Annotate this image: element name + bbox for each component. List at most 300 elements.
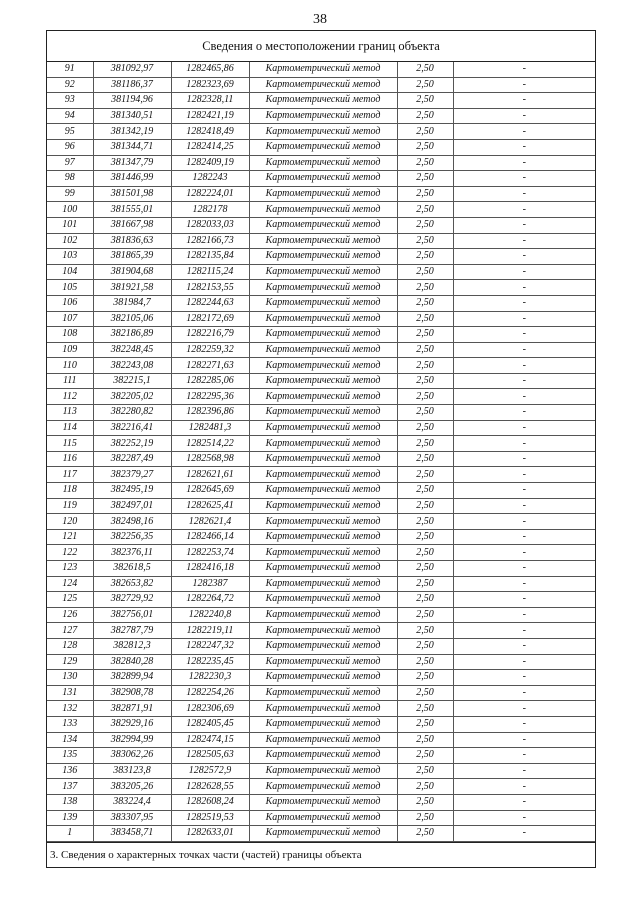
cell-point-number: 102 bbox=[47, 233, 93, 249]
cell-point-number: 110 bbox=[47, 358, 93, 374]
cell-precision: 2,50 bbox=[397, 826, 453, 842]
cell-method: Картометрический метод bbox=[249, 529, 397, 545]
cell-point-number: 126 bbox=[47, 607, 93, 623]
cell-coord-x: 382756,01 bbox=[93, 607, 171, 623]
cell-coord-y: 1282153,55 bbox=[171, 280, 249, 296]
cell-description: - bbox=[453, 405, 595, 421]
cell-method: Картометрический метод bbox=[249, 483, 397, 499]
table-row bbox=[47, 171, 595, 187]
cell-coord-y: 1282230,3 bbox=[171, 670, 249, 686]
cell-coord-x: 381921,58 bbox=[93, 280, 171, 296]
cell-coord-y: 1282240,8 bbox=[171, 607, 249, 623]
cell-point-number: 114 bbox=[47, 420, 93, 436]
cell-description: - bbox=[453, 638, 595, 654]
cell-coord-y: 1282259,32 bbox=[171, 342, 249, 358]
cell-point-number: 107 bbox=[47, 311, 93, 327]
cell-point-number: 116 bbox=[47, 451, 93, 467]
cell-coord-y: 1282172,69 bbox=[171, 311, 249, 327]
cell-precision: 2,50 bbox=[397, 763, 453, 779]
cell-description: - bbox=[453, 202, 595, 218]
cell-description: - bbox=[453, 249, 595, 265]
cell-coord-x: 381342,19 bbox=[93, 124, 171, 140]
cell-method: Картометрический метод bbox=[249, 794, 397, 810]
cell-point-number: 106 bbox=[47, 295, 93, 311]
table-row bbox=[47, 763, 595, 779]
cell-point-number: 118 bbox=[47, 483, 93, 499]
cell-coord-x: 382216,41 bbox=[93, 420, 171, 436]
cell-coord-x: 382787,79 bbox=[93, 623, 171, 639]
table-row bbox=[47, 514, 595, 530]
cell-coord-y: 1282418,49 bbox=[171, 124, 249, 140]
cell-description: - bbox=[453, 108, 595, 124]
cell-coord-x: 381340,51 bbox=[93, 108, 171, 124]
cell-description: - bbox=[453, 280, 595, 296]
cell-coord-x: 382908,78 bbox=[93, 685, 171, 701]
coordinates-table bbox=[47, 62, 595, 842]
cell-precision: 2,50 bbox=[397, 451, 453, 467]
cell-description: - bbox=[453, 732, 595, 748]
cell-point-number: 117 bbox=[47, 467, 93, 483]
cell-precision: 2,50 bbox=[397, 716, 453, 732]
cell-point-number: 127 bbox=[47, 623, 93, 639]
cell-description: - bbox=[453, 576, 595, 592]
cell-coord-y: 1282625,41 bbox=[171, 498, 249, 514]
cell-description: - bbox=[453, 545, 595, 561]
cell-method: Картометрический метод bbox=[249, 748, 397, 764]
cell-point-number: 93 bbox=[47, 93, 93, 109]
table-row bbox=[47, 217, 595, 233]
cell-description: - bbox=[453, 171, 595, 187]
cell-coord-x: 381984,7 bbox=[93, 295, 171, 311]
cell-coord-y: 1282405,45 bbox=[171, 716, 249, 732]
cell-coord-y: 1282628,55 bbox=[171, 779, 249, 795]
cell-point-number: 130 bbox=[47, 670, 93, 686]
cell-coord-x: 382729,92 bbox=[93, 592, 171, 608]
cell-coord-y: 1282421,19 bbox=[171, 108, 249, 124]
table-row bbox=[47, 654, 595, 670]
cell-precision: 2,50 bbox=[397, 529, 453, 545]
cell-precision: 2,50 bbox=[397, 93, 453, 109]
cell-precision: 2,50 bbox=[397, 389, 453, 405]
cell-method: Картометрический метод bbox=[249, 576, 397, 592]
cell-coord-x: 382205,02 bbox=[93, 389, 171, 405]
cell-method: Картометрический метод bbox=[249, 358, 397, 374]
cell-point-number: 132 bbox=[47, 701, 93, 717]
cell-method: Картометрический метод bbox=[249, 389, 397, 405]
cell-coord-x: 382287,49 bbox=[93, 451, 171, 467]
cell-method: Картометрический метод bbox=[249, 202, 397, 218]
cell-description: - bbox=[453, 373, 595, 389]
cell-point-number: 137 bbox=[47, 779, 93, 795]
cell-method: Картометрический метод bbox=[249, 763, 397, 779]
table-row bbox=[47, 451, 595, 467]
cell-coord-x: 383062,26 bbox=[93, 748, 171, 764]
table-row bbox=[47, 576, 595, 592]
cell-description: - bbox=[453, 748, 595, 764]
page-number: 38 bbox=[313, 12, 327, 27]
cell-method: Картометрический метод bbox=[249, 327, 397, 343]
cell-method: Картометрический метод bbox=[249, 171, 397, 187]
cell-coord-y: 1282481,3 bbox=[171, 420, 249, 436]
cell-method: Картометрический метод bbox=[249, 514, 397, 530]
cell-description: - bbox=[453, 514, 595, 530]
cell-coord-x: 382618,5 bbox=[93, 561, 171, 577]
cell-precision: 2,50 bbox=[397, 654, 453, 670]
cell-point-number: 97 bbox=[47, 155, 93, 171]
cell-coord-x: 381667,98 bbox=[93, 217, 171, 233]
cell-precision: 2,50 bbox=[397, 342, 453, 358]
cell-coord-y: 1282224,01 bbox=[171, 186, 249, 202]
table-row bbox=[47, 623, 595, 639]
table-row bbox=[47, 327, 595, 343]
table-row bbox=[47, 685, 595, 701]
cell-method: Картометрический метод bbox=[249, 638, 397, 654]
cell-description: - bbox=[453, 794, 595, 810]
cell-precision: 2,50 bbox=[397, 779, 453, 795]
cell-coord-x: 381865,39 bbox=[93, 249, 171, 265]
cell-coord-y: 1282474,15 bbox=[171, 732, 249, 748]
cell-method: Картометрический метод bbox=[249, 280, 397, 296]
cell-description: - bbox=[453, 467, 595, 483]
cell-precision: 2,50 bbox=[397, 561, 453, 577]
cell-method: Картометрический метод bbox=[249, 233, 397, 249]
cell-point-number: 134 bbox=[47, 732, 93, 748]
cell-coord-y: 1282216,79 bbox=[171, 327, 249, 343]
cell-precision: 2,50 bbox=[397, 280, 453, 296]
table-row bbox=[47, 607, 595, 623]
table-row bbox=[47, 810, 595, 826]
table-row bbox=[47, 295, 595, 311]
cell-description: - bbox=[453, 623, 595, 639]
cell-precision: 2,50 bbox=[397, 748, 453, 764]
cell-coord-x: 383224,4 bbox=[93, 794, 171, 810]
cell-coord-x: 382186,89 bbox=[93, 327, 171, 343]
table-row bbox=[47, 732, 595, 748]
cell-precision: 2,50 bbox=[397, 514, 453, 530]
table-row bbox=[47, 701, 595, 717]
cell-coord-x: 381186,37 bbox=[93, 77, 171, 93]
cell-method: Картометрический метод bbox=[249, 670, 397, 686]
cell-description: - bbox=[453, 436, 595, 452]
cell-coord-y: 1282285,06 bbox=[171, 373, 249, 389]
cell-coord-y: 1282166,73 bbox=[171, 233, 249, 249]
cell-coord-x: 382994,99 bbox=[93, 732, 171, 748]
cell-description: - bbox=[453, 701, 595, 717]
cell-description: - bbox=[453, 607, 595, 623]
table-row bbox=[47, 420, 595, 436]
cell-description: - bbox=[453, 139, 595, 155]
table-row bbox=[47, 467, 595, 483]
cell-description: - bbox=[453, 779, 595, 795]
cell-description: - bbox=[453, 685, 595, 701]
cell-point-number: 138 bbox=[47, 794, 93, 810]
cell-point-number: 101 bbox=[47, 217, 93, 233]
cell-method: Картометрический метод bbox=[249, 701, 397, 717]
cell-method: Картометрический метод bbox=[249, 420, 397, 436]
cell-description: - bbox=[453, 264, 595, 280]
cell-coord-y: 1282645,69 bbox=[171, 483, 249, 499]
table-row bbox=[47, 280, 595, 296]
cell-description: - bbox=[453, 561, 595, 577]
cell-coord-x: 381904,68 bbox=[93, 264, 171, 280]
cell-coord-y: 1282414,25 bbox=[171, 139, 249, 155]
cell-coord-x: 382653,82 bbox=[93, 576, 171, 592]
cell-description: - bbox=[453, 358, 595, 374]
cell-description: - bbox=[453, 529, 595, 545]
cell-point-number: 99 bbox=[47, 186, 93, 202]
table-row bbox=[47, 62, 595, 77]
cell-precision: 2,50 bbox=[397, 498, 453, 514]
cell-point-number: 120 bbox=[47, 514, 93, 530]
cell-coord-y: 1282235,45 bbox=[171, 654, 249, 670]
table-row bbox=[47, 249, 595, 265]
cell-method: Картометрический метод bbox=[249, 295, 397, 311]
cell-coord-x: 381501,98 bbox=[93, 186, 171, 202]
cell-description: - bbox=[453, 217, 595, 233]
cell-precision: 2,50 bbox=[397, 576, 453, 592]
cell-coord-y: 1282219,11 bbox=[171, 623, 249, 639]
cell-method: Картометрический метод bbox=[249, 217, 397, 233]
cell-method: Картометрический метод bbox=[249, 826, 397, 842]
cell-description: - bbox=[453, 483, 595, 499]
cell-precision: 2,50 bbox=[397, 623, 453, 639]
cell-coord-x: 382252,19 bbox=[93, 436, 171, 452]
cell-description: - bbox=[453, 763, 595, 779]
cell-point-number: 122 bbox=[47, 545, 93, 561]
table-row bbox=[47, 545, 595, 561]
cell-point-number: 105 bbox=[47, 280, 93, 296]
table-row bbox=[47, 483, 595, 499]
cell-description: - bbox=[453, 186, 595, 202]
table-row bbox=[47, 638, 595, 654]
cell-point-number: 91 bbox=[47, 62, 93, 77]
cell-method: Картометрический метод bbox=[249, 124, 397, 140]
cell-coord-x: 382256,35 bbox=[93, 529, 171, 545]
cell-coord-x: 382280,82 bbox=[93, 405, 171, 421]
cell-description: - bbox=[453, 826, 595, 842]
cell-coord-y: 1282621,4 bbox=[171, 514, 249, 530]
cell-method: Картометрический метод bbox=[249, 498, 397, 514]
cell-point-number: 119 bbox=[47, 498, 93, 514]
cell-point-number: 104 bbox=[47, 264, 93, 280]
cell-method: Картометрический метод bbox=[249, 779, 397, 795]
cell-coord-y: 1282271,63 bbox=[171, 358, 249, 374]
cell-coord-x: 382248,45 bbox=[93, 342, 171, 358]
cell-description: - bbox=[453, 592, 595, 608]
table-row bbox=[47, 202, 595, 218]
cell-method: Картометрический метод bbox=[249, 139, 397, 155]
cell-precision: 2,50 bbox=[397, 295, 453, 311]
cell-description: - bbox=[453, 233, 595, 249]
cell-precision: 2,50 bbox=[397, 638, 453, 654]
cell-method: Картометрический метод bbox=[249, 311, 397, 327]
cell-point-number: 109 bbox=[47, 342, 93, 358]
table-row bbox=[47, 155, 595, 171]
cell-coord-y: 1282306,69 bbox=[171, 701, 249, 717]
cell-method: Картометрический метод bbox=[249, 561, 397, 577]
cell-method: Картометрический метод bbox=[249, 108, 397, 124]
cell-coord-y: 1282409,19 bbox=[171, 155, 249, 171]
table-row bbox=[47, 124, 595, 140]
cell-precision: 2,50 bbox=[397, 171, 453, 187]
cell-precision: 2,50 bbox=[397, 139, 453, 155]
table-row bbox=[47, 794, 595, 810]
cell-coord-y: 1282328,11 bbox=[171, 93, 249, 109]
cell-precision: 2,50 bbox=[397, 810, 453, 826]
cell-point-number: 123 bbox=[47, 561, 93, 577]
cell-precision: 2,50 bbox=[397, 311, 453, 327]
cell-precision: 2,50 bbox=[397, 233, 453, 249]
table-row bbox=[47, 436, 595, 452]
cell-coord-x: 382215,1 bbox=[93, 373, 171, 389]
cell-precision: 2,50 bbox=[397, 264, 453, 280]
cell-point-number: 103 bbox=[47, 249, 93, 265]
cell-coord-x: 382497,01 bbox=[93, 498, 171, 514]
cell-precision: 2,50 bbox=[397, 62, 453, 77]
cell-description: - bbox=[453, 498, 595, 514]
cell-method: Картометрический метод bbox=[249, 249, 397, 265]
cell-description: - bbox=[453, 342, 595, 358]
cell-description: - bbox=[453, 670, 595, 686]
cell-method: Картометрический метод bbox=[249, 342, 397, 358]
table-row bbox=[47, 342, 595, 358]
cell-point-number: 111 bbox=[47, 373, 93, 389]
cell-coord-x: 382495,19 bbox=[93, 483, 171, 499]
cell-method: Картометрический метод bbox=[249, 373, 397, 389]
cell-method: Картометрический метод bbox=[249, 716, 397, 732]
cell-coord-y: 1282247,32 bbox=[171, 638, 249, 654]
cell-description: - bbox=[453, 93, 595, 109]
table-row bbox=[47, 716, 595, 732]
table-row bbox=[47, 826, 595, 842]
cell-description: - bbox=[453, 451, 595, 467]
cell-coord-y: 1282514,22 bbox=[171, 436, 249, 452]
cell-coord-y: 1282519,53 bbox=[171, 810, 249, 826]
cell-coord-x: 382929,16 bbox=[93, 716, 171, 732]
cell-point-number: 112 bbox=[47, 389, 93, 405]
table-row bbox=[47, 373, 595, 389]
cell-precision: 2,50 bbox=[397, 124, 453, 140]
cell-point-number: 113 bbox=[47, 405, 93, 421]
cell-coord-y: 1282572,9 bbox=[171, 763, 249, 779]
cell-coord-x: 382498,16 bbox=[93, 514, 171, 530]
cell-coord-y: 1282244,63 bbox=[171, 295, 249, 311]
cell-precision: 2,50 bbox=[397, 108, 453, 124]
cell-precision: 2,50 bbox=[397, 670, 453, 686]
table-row bbox=[47, 389, 595, 405]
cell-precision: 2,50 bbox=[397, 405, 453, 421]
cell-precision: 2,50 bbox=[397, 420, 453, 436]
cell-method: Картометрический метод bbox=[249, 545, 397, 561]
cell-coord-x: 381092,97 bbox=[93, 62, 171, 77]
cell-precision: 2,50 bbox=[397, 732, 453, 748]
cell-method: Картометрический метод bbox=[249, 467, 397, 483]
cell-description: - bbox=[453, 716, 595, 732]
cell-coord-y: 1282254,26 bbox=[171, 685, 249, 701]
cell-precision: 2,50 bbox=[397, 186, 453, 202]
table-row bbox=[47, 405, 595, 421]
cell-description: - bbox=[453, 62, 595, 77]
cell-coord-x: 383307,95 bbox=[93, 810, 171, 826]
cell-coord-x: 381555,01 bbox=[93, 202, 171, 218]
cell-point-number: 98 bbox=[47, 171, 93, 187]
cell-coord-x: 383205,26 bbox=[93, 779, 171, 795]
cell-point-number: 124 bbox=[47, 576, 93, 592]
cell-precision: 2,50 bbox=[397, 202, 453, 218]
cell-point-number: 92 bbox=[47, 77, 93, 93]
cell-precision: 2,50 bbox=[397, 685, 453, 701]
cell-method: Картометрический метод bbox=[249, 436, 397, 452]
cell-precision: 2,50 bbox=[397, 217, 453, 233]
cell-coord-y: 1282621,61 bbox=[171, 467, 249, 483]
table-row bbox=[47, 139, 595, 155]
cell-precision: 2,50 bbox=[397, 794, 453, 810]
cell-method: Картометрический метод bbox=[249, 77, 397, 93]
cell-method: Картометрический метод bbox=[249, 607, 397, 623]
cell-point-number: 1 bbox=[47, 826, 93, 842]
cell-method: Картометрический метод bbox=[249, 685, 397, 701]
cell-coord-y: 1282115,24 bbox=[171, 264, 249, 280]
cell-precision: 2,50 bbox=[397, 327, 453, 343]
cell-method: Картометрический метод bbox=[249, 654, 397, 670]
table-row bbox=[47, 264, 595, 280]
table-row bbox=[47, 311, 595, 327]
cell-coord-x: 382105,06 bbox=[93, 311, 171, 327]
table-row bbox=[47, 561, 595, 577]
cell-method: Картометрический метод bbox=[249, 93, 397, 109]
cell-coord-y: 1282633,01 bbox=[171, 826, 249, 842]
table-row bbox=[47, 779, 595, 795]
cell-precision: 2,50 bbox=[397, 701, 453, 717]
table-row bbox=[47, 670, 595, 686]
cell-point-number: 135 bbox=[47, 748, 93, 764]
cell-method: Картометрический метод bbox=[249, 592, 397, 608]
cell-point-number: 129 bbox=[47, 654, 93, 670]
cell-method: Картометрический метод bbox=[249, 155, 397, 171]
cell-coord-x: 381344,71 bbox=[93, 139, 171, 155]
cell-coord-x: 382243,08 bbox=[93, 358, 171, 374]
cell-coord-y: 1282135,84 bbox=[171, 249, 249, 265]
cell-coord-y: 1282178 bbox=[171, 202, 249, 218]
cell-method: Картометрический метод bbox=[249, 264, 397, 280]
cell-coord-x: 382376,11 bbox=[93, 545, 171, 561]
cell-description: - bbox=[453, 155, 595, 171]
cell-precision: 2,50 bbox=[397, 155, 453, 171]
cell-description: - bbox=[453, 327, 595, 343]
cell-precision: 2,50 bbox=[397, 607, 453, 623]
cell-description: - bbox=[453, 810, 595, 826]
table-row bbox=[47, 358, 595, 374]
table-row bbox=[47, 233, 595, 249]
table-row bbox=[47, 77, 595, 93]
cell-description: - bbox=[453, 389, 595, 405]
cell-point-number: 128 bbox=[47, 638, 93, 654]
cell-precision: 2,50 bbox=[397, 358, 453, 374]
cell-coord-y: 1282416,18 bbox=[171, 561, 249, 577]
cell-description: - bbox=[453, 654, 595, 670]
cell-coord-y: 1282396,86 bbox=[171, 405, 249, 421]
table-row bbox=[47, 186, 595, 202]
cell-method: Картометрический метод bbox=[249, 623, 397, 639]
cell-description: - bbox=[453, 124, 595, 140]
cell-point-number: 100 bbox=[47, 202, 93, 218]
table-row bbox=[47, 498, 595, 514]
cell-coord-x: 383458,71 bbox=[93, 826, 171, 842]
cell-description: - bbox=[453, 77, 595, 93]
cell-precision: 2,50 bbox=[397, 373, 453, 389]
cell-coord-x: 382871,91 bbox=[93, 701, 171, 717]
cell-coord-y: 1282253,74 bbox=[171, 545, 249, 561]
